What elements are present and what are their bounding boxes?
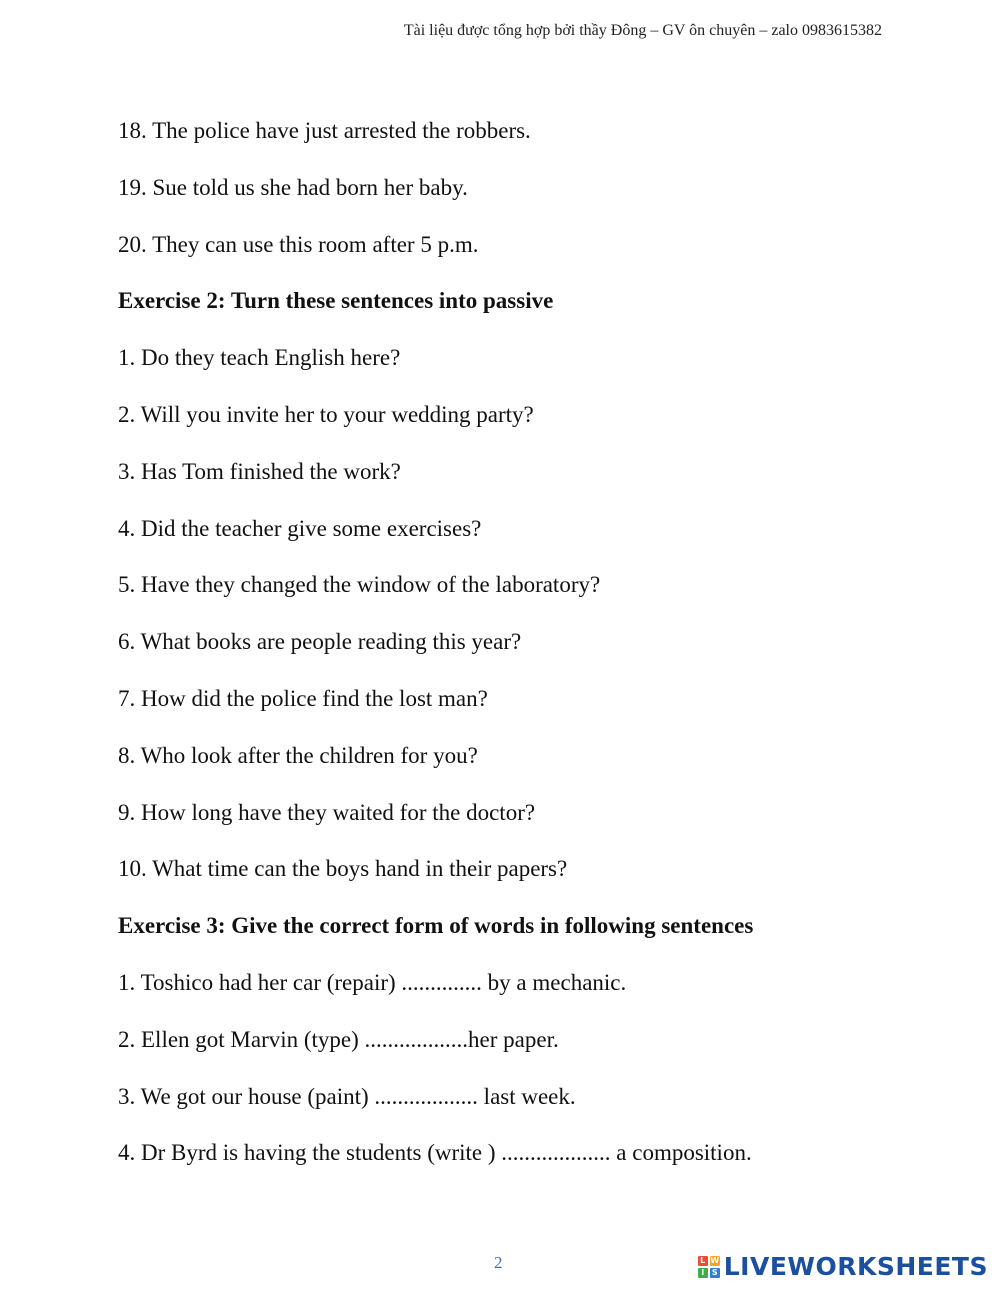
exercise-2-heading: Exercise 2: Turn these sentences into passive [118,288,554,314]
worksheet-content [118,116,958,1195]
exercise-2-item-2: 2. Will you invite her to your wedding party? [118,401,534,427]
line-19: 19. Sue told us she had born her baby. [118,174,468,200]
exercise-3-item-2: 2. Ellen got Marvin (type) ..................her paper. [118,1026,559,1052]
logo-tile-2: W [710,1255,720,1265]
exercise-2-item-3: 3. Has Tom finished the work? [118,458,401,484]
exercise-2-item-5: 5. Have they changed the window of the laboratory? [118,572,601,598]
exercise-2-item-8: 8. Who look after the children for you? [118,742,478,768]
brand-text: LIVEWORKSHEETS [723,1252,988,1281]
logo-tile-3: I [698,1268,708,1278]
exercise-2-item-7: 7. How did the police find the lost man? [118,685,488,711]
exercise-2-item-9: 9. How long have they waited for the doctor? [118,799,536,825]
exercise-2-item-1: 1. Do they teach English here? [118,345,401,371]
line-18: 18. The police have just arrested the robbers. [118,118,531,143]
exercise-2-item-6: 6. What books are people reading this year? [118,629,522,655]
logo-tile-4: S [710,1268,720,1278]
exercise-3-item-4: 4. Dr Byrd is having the students (write ) ................... a composition. [118,1140,752,1166]
exercise-2-item-10: 10. What time can the boys hand in their papers? [118,856,568,882]
exercise-3-item-3: 3. We got our house (paint) .................. last week. [118,1083,576,1109]
exercise-3-heading: Exercise 3: Give the correct form of words in following sentences [118,913,754,939]
exercise-3-item-1: 1. Toshico had her car (repair) .............. by a mechanic. [118,969,627,995]
line-20: 20. They can use this room after 5 p.m. [118,231,479,257]
logo-tile-1: L [698,1256,708,1266]
page-number: 2 [494,1253,503,1272]
liveworksheets-logo-icon [698,1256,720,1278]
exercise-2-item-4: 4. Did the teacher give some exercises? [118,515,482,541]
header-note: Tài liệu được tổng hợp bởi thầy Đông – GV ôn chuyên – zalo 0983615382 [403,22,882,39]
liveworksheets-brand[interactable] [698,1252,988,1281]
